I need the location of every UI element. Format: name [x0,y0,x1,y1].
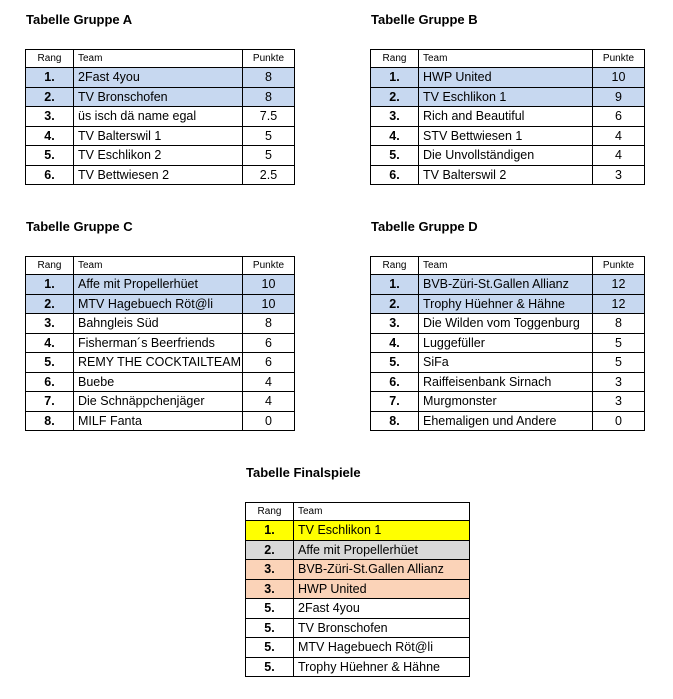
table-row [246,540,470,560]
table-row [246,560,470,580]
points-cell: 8 [243,87,295,107]
points-cell: 6 [593,107,645,127]
team-cell: Rich and Beautiful [419,107,593,127]
team-cell: BVB-Züri-St.Gallen Allianz [419,275,593,295]
rank-cell: 1. [371,275,419,295]
team-cell: Die Wilden vom Toggenburg [419,314,593,334]
team-cell: Buebe [74,372,243,392]
points-cell: 6 [243,353,295,373]
header-punkte: Punkte [243,257,295,275]
points-cell: 0 [243,411,295,431]
header-rang: Rang [371,50,419,68]
rank-cell: 8. [371,411,419,431]
group-d-title: Tabelle Gruppe D [371,219,478,234]
rank-cell: 3. [371,107,419,127]
team-cell: Ehemaligen und Andere [419,411,593,431]
points-cell: 9 [593,87,645,107]
table-row [371,372,645,392]
team-cell: MTV Hagebuech Röt@li [74,294,243,314]
table-row [246,638,470,658]
points-cell: 5 [243,126,295,146]
header-punkte: Punkte [593,50,645,68]
points-cell: 8 [243,68,295,88]
team-cell: TV Bronschofen [74,87,243,107]
rank-cell: 5. [246,599,294,619]
team-cell: üs isch dä name egal [74,107,243,127]
team-cell: TV Bettwiesen 2 [74,165,243,185]
table-row [26,333,295,353]
rank-cell: 1. [371,68,419,88]
points-cell: 4 [243,392,295,412]
table-row [26,146,295,166]
table-row [371,411,645,431]
rank-cell: 5. [246,638,294,658]
rank-cell: 1. [26,275,74,295]
table-row [26,353,295,373]
team-cell: Luggefüller [419,333,593,353]
rank-cell: 7. [371,392,419,412]
points-cell: 2.5 [243,165,295,185]
team-cell: SiFa [419,353,593,373]
team-cell: Die Unvollständigen [419,146,593,166]
team-cell: TV Bronschofen [294,618,470,638]
rank-cell: 5. [371,353,419,373]
team-cell: TV Eschlikon 2 [74,146,243,166]
points-cell: 8 [593,314,645,334]
rank-cell: 4. [26,333,74,353]
rank-cell: 3. [246,579,294,599]
table-row [26,165,295,185]
team-cell: TV Balterswil 1 [74,126,243,146]
header-team: Team [74,50,243,68]
points-cell: 8 [243,314,295,334]
table-row [371,333,645,353]
points-cell: 10 [243,275,295,295]
rank-cell: 3. [26,107,74,127]
rank-cell: 5. [371,146,419,166]
team-cell: REMY THE COCKTAILTEAM [74,353,243,373]
rank-cell: 5. [26,353,74,373]
rank-cell: 2. [246,540,294,560]
header-rang: Rang [26,50,74,68]
team-cell: HWP United [294,579,470,599]
rank-cell: 6. [26,372,74,392]
points-cell: 5 [243,146,295,166]
rank-cell: 6. [371,372,419,392]
team-cell: Die Schnäppchenjäger [74,392,243,412]
team-cell: TV Eschlikon 1 [294,521,470,541]
table-row [26,275,295,295]
points-cell: 6 [243,333,295,353]
group-a-title: Tabelle Gruppe A [26,12,133,27]
table-row [371,275,645,295]
team-cell: MILF Fanta [74,411,243,431]
team-cell: TV Eschlikon 1 [419,87,593,107]
header-rang: Rang [246,503,294,521]
group-d-table [370,256,645,431]
rank-cell: 8. [26,411,74,431]
table-row [371,126,645,146]
table-row [26,411,295,431]
group-c-table [25,256,295,431]
rank-cell: 2. [26,294,74,314]
table-row [371,87,645,107]
table-row [246,618,470,638]
table-row [26,68,295,88]
rank-cell: 2. [371,87,419,107]
header-team: Team [419,257,593,275]
team-cell: TV Balterswil 2 [419,165,593,185]
group-a-table [25,49,295,185]
rank-cell: 4. [371,333,419,353]
table-row [26,392,295,412]
rank-cell: 5. [246,618,294,638]
points-cell: 4 [243,372,295,392]
table-row [26,372,295,392]
team-cell: MTV Hagebuech Röt@li [294,638,470,658]
table-row [26,294,295,314]
points-cell: 12 [593,275,645,295]
points-cell: 10 [243,294,295,314]
points-cell: 3 [593,372,645,392]
table-row [371,68,645,88]
table-row [371,353,645,373]
points-cell: 0 [593,411,645,431]
table-row [246,521,470,541]
rank-cell: 2. [371,294,419,314]
team-cell: Fisherman´s Beerfriends [74,333,243,353]
points-cell: 5 [593,333,645,353]
rank-cell: 7. [26,392,74,412]
team-cell: BVB-Züri-St.Gallen Allianz [294,560,470,580]
team-cell: Bahngleis Süd [74,314,243,334]
header-punkte: Punkte [243,50,295,68]
rank-cell: 1. [246,521,294,541]
header-team: Team [419,50,593,68]
rank-cell: 4. [371,126,419,146]
finals-title: Tabelle Finalspiele [246,465,361,480]
group-b-title: Tabelle Gruppe B [371,12,478,27]
table-row [246,657,470,677]
rank-cell: 5. [246,657,294,677]
rank-cell: 2. [26,87,74,107]
points-cell: 4 [593,146,645,166]
team-cell: 2Fast 4you [74,68,243,88]
table-row [371,146,645,166]
table-row [371,392,645,412]
team-cell: 2Fast 4you [294,599,470,619]
rank-cell: 3. [26,314,74,334]
header-punkte: Punkte [593,257,645,275]
team-cell: Trophy Hüehner & Hähne [294,657,470,677]
points-cell: 4 [593,126,645,146]
table-row [371,165,645,185]
table-row [26,126,295,146]
rank-cell: 6. [26,165,74,185]
rank-cell: 4. [26,126,74,146]
team-cell: Murgmonster [419,392,593,412]
header-rang: Rang [26,257,74,275]
table-row [246,599,470,619]
table-row [371,107,645,127]
table-row [26,87,295,107]
finals-table [245,502,470,677]
rank-cell: 5. [26,146,74,166]
group-b-table [370,49,645,185]
points-cell: 5 [593,353,645,373]
points-cell: 10 [593,68,645,88]
header-team: Team [74,257,243,275]
team-cell: Affe mit Propellerhüet [74,275,243,295]
team-cell: STV Bettwiesen 1 [419,126,593,146]
rank-cell: 3. [246,560,294,580]
points-cell: 3 [593,392,645,412]
rank-cell: 1. [26,68,74,88]
table-row [371,314,645,334]
header-rang: Rang [371,257,419,275]
table-row [26,314,295,334]
team-cell: Affe mit Propellerhüet [294,540,470,560]
table-row [246,579,470,599]
points-cell: 7.5 [243,107,295,127]
table-row [26,107,295,127]
points-cell: 3 [593,165,645,185]
team-cell: Trophy Hüehner & Hähne [419,294,593,314]
team-cell: Raiffeisenbank Sirnach [419,372,593,392]
header-team: Team [294,503,470,521]
team-cell: HWP United [419,68,593,88]
table-row [371,294,645,314]
points-cell: 12 [593,294,645,314]
rank-cell: 6. [371,165,419,185]
group-c-title: Tabelle Gruppe C [26,219,133,234]
rank-cell: 3. [371,314,419,334]
